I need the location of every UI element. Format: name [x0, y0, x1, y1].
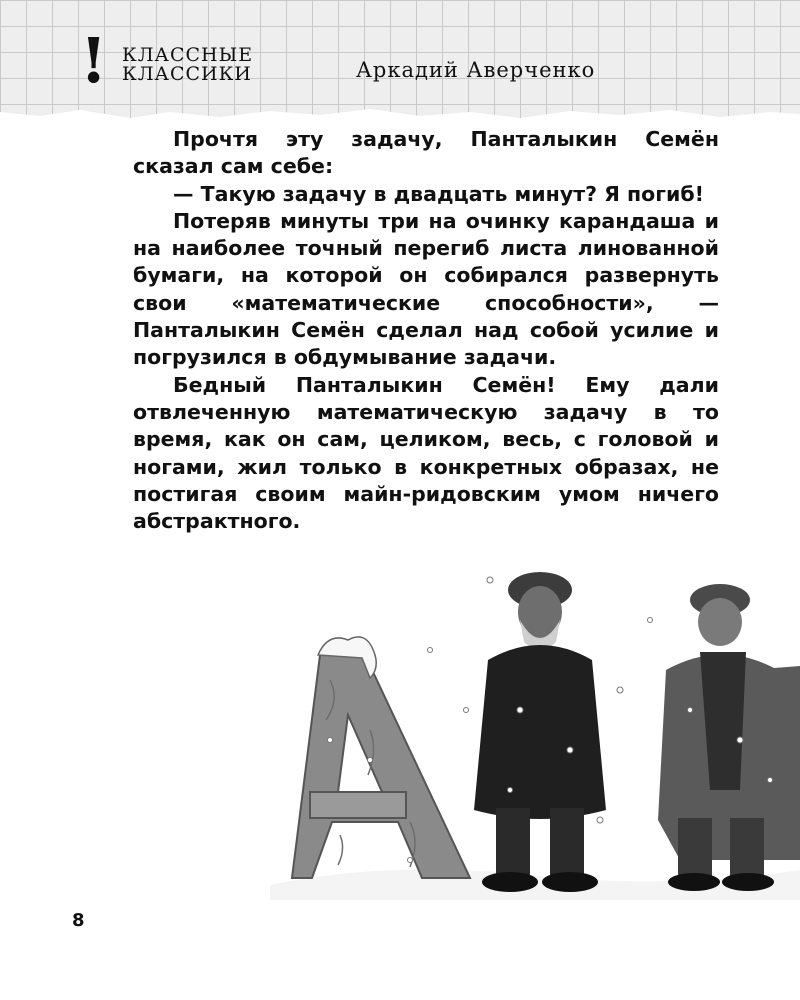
series-title [122, 46, 253, 84]
peasant-figure-left [474, 572, 606, 892]
paragraph-1: Прочтя эту задачу, Панталыкин Семён сказал сам себе: [133, 127, 719, 179]
series-logo-exclamation: ! [80, 24, 108, 97]
paragraph-4: Бедный Панталыкин Семён! Ему дали отвлеченную математическую задачу в то время, как он сам, целиком, весь, с головой и ногами, жил только в конкретных образах, не постигая своим майн-ридовским умом ничего абстрактного. [133, 372, 719, 534]
paragraph-2: — Такую задачу в двадцать минут? Я погиб! [173, 181, 705, 206]
paragraph-3: Потеряв минуты три на очинку карандаша и на наиболее точный перегиб листа линованной бумаги, на которой он собирался развернуть свои «математические способности», — Панталыкин Семён сделал над собой усилие и погрузился в обдумывание задачи. [133, 208, 719, 370]
illustration [270, 560, 800, 900]
page-number: 8 [72, 910, 85, 931]
peasant-figure-right [658, 584, 800, 891]
header-banner [0, 0, 800, 118]
author-name: Аркадий Аверченко [356, 58, 596, 82]
series-title-line2: КЛАССИКИ [122, 63, 252, 85]
wooden-letter-a-image [292, 637, 470, 878]
body-text [133, 126, 719, 535]
series-title-line1: КЛАССНЫЕ [122, 44, 254, 66]
